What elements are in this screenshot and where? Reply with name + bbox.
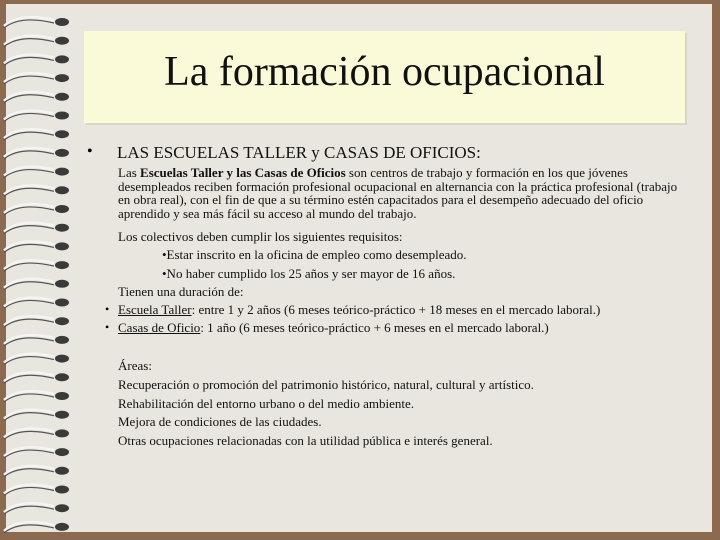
- requirement-item: •No haber cumplido los 25 años y ser mayor de 16 años.: [162, 266, 456, 281]
- description-paragraph: Las Escuelas Taller y las Casas de Oficios son centros de trabajo y formación en los que jóvenes desempleados reciben formación profesional ocupacional en alternancia con la práctica profesional (trabajo en obra real), con el fin de que a su término estén capacitados para el desempeño adecuado del oficio aprendido y sea más fácil su acceso al mundo del trabajo.: [118, 165, 678, 221]
- requirement-item: •Estar inscrito en la oficina de empleo como desempleado.: [162, 247, 467, 262]
- requirements-intro: Los colectivos deben cumplir los siguientes requisitos:: [118, 229, 403, 244]
- paragraph-bold: Escuelas Taller y las Casas de Oficios: [140, 165, 346, 180]
- areas-title: Áreas:: [118, 358, 152, 373]
- spiral-binding: [0, 0, 80, 540]
- area-item: Otras ocupaciones relacionadas con la utilidad pública e interés general.: [118, 433, 493, 448]
- area-item: Rehabilitación del entorno urbano o del medio ambiente.: [118, 396, 415, 411]
- area-item: Recuperación o promoción del patrimonio histórico, natural, cultural y artístico.: [118, 377, 534, 392]
- area-item: Mejora de condiciones de las ciudades.: [118, 414, 322, 429]
- duration-intro: Tienen una duración de:: [118, 284, 244, 299]
- slide-title: La formación ocupacional: [164, 49, 605, 95]
- bullet-main: •: [87, 143, 93, 160]
- bullet-dot: •: [105, 302, 110, 316]
- bullet-dot: •: [105, 320, 110, 334]
- section-heading: LAS ESCUELAS TALLER y CASAS DE OFICIOS:: [117, 143, 481, 162]
- duration-escuela-taller: Escuela Taller: entre 1 y 2 años (6 meses teórico-práctico + 18 meses en el mercado laboral.): [118, 302, 601, 317]
- duration-casas-oficio: Casas de Oficio: 1 año (6 meses teórico-práctico + 6 meses en el mercado laboral.): [118, 320, 549, 335]
